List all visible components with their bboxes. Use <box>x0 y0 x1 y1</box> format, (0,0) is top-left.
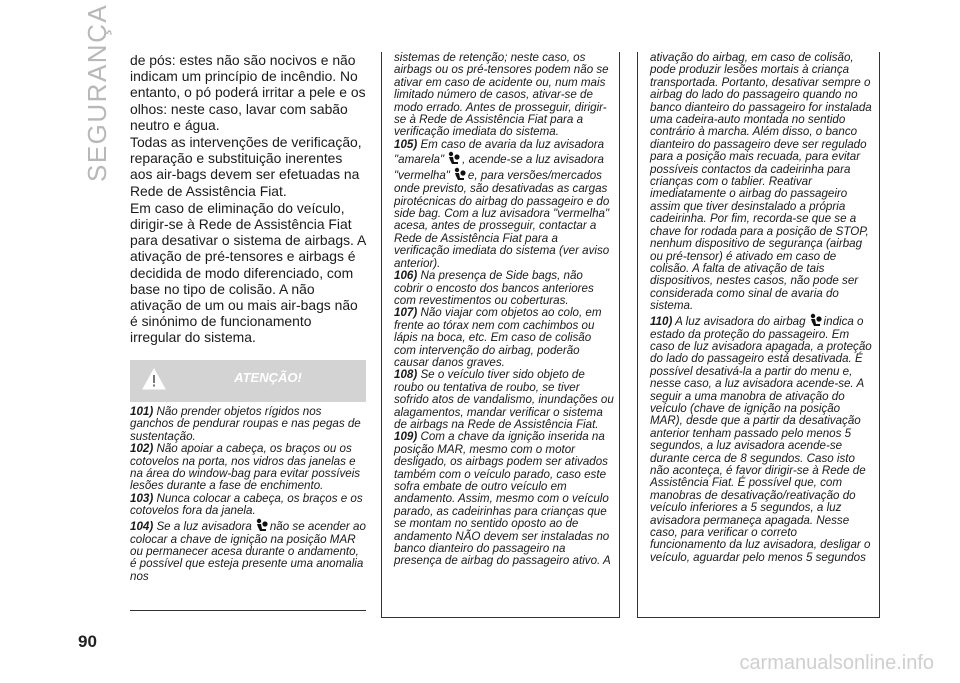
item-number: 108) <box>394 368 418 382</box>
airbag-warning-icon <box>254 518 268 534</box>
warning-item <box>394 431 615 567</box>
warning-item <box>394 139 615 270</box>
item-number: 107) <box>394 306 418 320</box>
warning-item <box>130 443 366 493</box>
item-number: 110) <box>650 314 673 328</box>
item-text: A luz avisadora do airbag <box>675 314 806 328</box>
item-text: e, para versões/mercados onde previsto, são desativadas as cargas pirotécnicas do airbag do passageiro e do side bag. Com a luz avisadora "vermelha" acesa, antes de prosseguir, contactar a Rede de Assistência Fiat para a verificação imediata do sistema (ver aviso anterior). <box>394 169 610 270</box>
airbag-warning-icon <box>446 151 460 167</box>
warning-item <box>394 369 615 431</box>
paragraph: ativação do airbag, em caso de colisão, pode produzir lesões mortais à criança transportada. Portanto, desativar sempre o airbag do lado do passageiro quando no banco dianteiro do passageiro for instalada uma cadeira-auto montada no sentido contrário à marcha. Além disso, o banco dianteiro do passageiro deve ser regulado para a posição mais recuada, para evitar possíveis contactos da cadeirinha para crianças com o tablier. Reativar imediatamente o airbag do passageiro assim que tiver desinstalado a própria cadeirinha. Por fim, recorda-se que se a chave for rodada para a posição de STOP, nenhum dispositivo de segurança (airbag ou pré-tensor) é ativado em caso de colisão. A falta de ativação de tais dispositivos, nestes casos, não pode ser considerada como sinal de avaria do sistema. <box>650 52 872 313</box>
item-number: 102) <box>130 442 154 456</box>
watermark: carmanualsonline.info <box>739 652 934 674</box>
warning-body <box>130 402 366 583</box>
item-number: 101) <box>130 405 154 418</box>
item-number: 104) <box>130 519 154 533</box>
airbag-warning-icon <box>452 167 466 183</box>
item-text: Em caso de avaria da luz avisadora "amarela" <box>394 137 605 167</box>
item-text: não se acender ao colocar a chave de ignição na posição MAR ou permanecer acesa durante o andamento, é possível que esteja presente uma anomalia nos <box>130 519 366 583</box>
warning-box <box>130 360 366 611</box>
warning-item <box>130 493 366 518</box>
paragraph: Em caso de eliminação do veículo, dirigir-se à Rede de Assistência Fiat para desativar o sistema de airbags. A ativação de pré-tensores e airbags é decidida de modo diferenciado, com base no tipo de colisão. A não ativação de um ou mais air-bags não é sinónimo de funcionamento irregular do sistema. <box>130 199 366 346</box>
column-1 <box>130 52 366 347</box>
airbag-warning-icon <box>808 313 822 329</box>
column-2 <box>381 52 620 618</box>
item-number: 103) <box>130 491 154 505</box>
item-number: 109) <box>394 430 418 444</box>
paragraph: de pós: estes não são nocivos e não indicam um princípio de incêndio. No entanto, o pó poderá irritar a pele e os olhos: neste caso, lavar com sabão neutro e água. <box>130 52 366 133</box>
item-text: Não viajar com objetos ao colo, em frente ao tórax nem com cachimbos ou lápis na boca, etc. Em caso de colisão com intervenção do airbag, poderão causar danos graves. <box>394 306 602 369</box>
column-3 <box>637 52 880 618</box>
item-text: Na presença de Side bags, não cobrir o encosto dos bancos anteriores com revestimentos ou coberturas. <box>394 269 594 307</box>
paragraph: Todas as intervenções de verificação, reparação e substituição inerentes aos air-bags devem ser efetuadas na Rede de Assistência Fiat. <box>130 134 362 199</box>
item-number: 106) <box>394 269 418 283</box>
warning-title: ATENÇÃO! <box>234 370 302 385</box>
item-text: Se a luz avisadora <box>156 519 252 533</box>
item-text: Com a chave da ignição inserida na posição MAR, mesmo com o motor desligado, os airbags podem ser ativados também com o veículo parado, caso este sofra embate de outro veículo em andamento. Assim, mesmo com o veículo parado, as cadeirinhas para crianças que se montam no sentido oposto ao de andamento NÃO devem ser instaladas no banco dianteiro do passageiro na presença de airbag do passageiro ativo. A <box>394 430 611 568</box>
item-text: Nunca colocar a cabeça, os braços e os cotovelos fora da janela. <box>130 491 363 518</box>
warning-item <box>394 307 615 369</box>
item-text: indica o estado da proteção do passageiro. Em caso de luz avisadora apagada, a proteção do lado do passageiro está desativada. É possível desativá-la a partir do menu e, nesse caso, a luz avisadora acende-se. A seguir a uma manobra de ativação do veículo (chave de ignição na posição MAR), desde que a partir da desativação anterior tenham passado pelo menos 5 segundos, a luz avisadora acende-se durante cerca de 8 segundos. Caso isto não aconteça, é favor dirigir-se à Rede de Assistência Fiat. É possível que, com manobras de desativação/reativação do veículo inferiores a 5 segundos, a luz avisadora permaneça apagada. Nesse caso, para verificar o correto funcionamento da luz avisadora, desligar o veículo, aguardar pelo menos 5 segundos <box>650 314 872 564</box>
item-number: 105) <box>394 137 418 151</box>
item-text: Não apoiar a cabeça, os braços ou os cotovelos na porta, nos vidros das janelas e na área do window-bag para evitar possíveis lesões durante a fase de enchimento. <box>130 442 361 493</box>
warning-item <box>650 313 875 565</box>
item-text: Se o veículo tiver sido objeto de roubo ou tentativa de roubo, se tiver sofrido atos de vandalismo, inundações ou alagamentos, mandar verificar o sistema de airbags na Rede de Assistência Fiat. <box>394 368 614 431</box>
item-text: , acende-se a luz avisadora "vermelha" <box>394 153 604 183</box>
paragraph: sistemas de retenção; neste caso, os airbags ou os pré-tensores podem não se ativar em caso de acidente ou, num mais limitado número de casos, ativar-se de modo errado. Antes de prosseguir, dirigir-se à Rede de Assistência Fiat para a verificação imediata do sistema. <box>394 52 609 139</box>
warning-item <box>394 270 615 307</box>
section-title-vertical: SEGURANÇA <box>82 3 112 182</box>
warning-item <box>130 406 366 443</box>
warning-header <box>130 360 366 402</box>
warning-item <box>130 518 366 584</box>
item-text: Não prender objetos rígidos nos ganchos de pendurar roupas e nas pegas de sustentação. <box>130 405 361 443</box>
page-number: 90 <box>78 632 97 651</box>
